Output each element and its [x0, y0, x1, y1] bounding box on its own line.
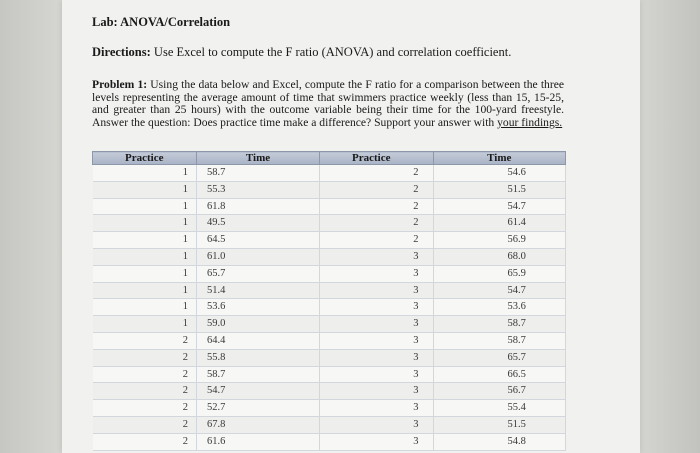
table-cell: 59.0: [197, 316, 320, 333]
table-cell: 1: [93, 215, 197, 232]
table-cell: 3: [320, 299, 434, 316]
table-cell: 3: [320, 349, 434, 366]
background-right: [640, 0, 700, 453]
table-row: [93, 165, 566, 182]
table-cell: 56.9: [433, 232, 565, 249]
table-cell: 64.5: [197, 232, 320, 249]
table-row: [93, 416, 566, 433]
table-cell: 2: [93, 433, 197, 450]
table-cell: 3: [320, 383, 434, 400]
table-cell: 1: [93, 248, 197, 265]
table-cell: 2: [93, 366, 197, 383]
table-row: [93, 366, 566, 383]
problem-tail: your findings.: [497, 115, 563, 129]
table-body: [93, 165, 566, 451]
directions-text: Use Excel to compute the F ratio (ANOVA) and correlation coefficient.: [150, 45, 512, 59]
table-cell: 1: [93, 165, 197, 182]
problem-text: Using the data below and Excel, compute the F ratio for a comparison between the three levels representing the average amount of time that swimmers practice weekly (less than 15, 15-25, and greater than 25 hours) with the outcome variable being their time for the 100-yard freestyle. Answer the question: Does practice time make a difference? Support your answer with: [92, 78, 564, 129]
table-cell: 1: [93, 316, 197, 333]
table-cell: 49.5: [197, 215, 320, 232]
table-cell: 61.6: [197, 433, 320, 450]
table-cell: 1: [93, 232, 197, 249]
table-cell: 53.6: [197, 299, 320, 316]
table-cell: 2: [320, 165, 434, 182]
table-row: [93, 433, 566, 450]
table-cell: 51.5: [433, 181, 565, 198]
table-cell: 2: [93, 416, 197, 433]
table-cell: 3: [320, 416, 434, 433]
table-cell: 55.8: [197, 349, 320, 366]
table-cell: 61.8: [197, 198, 320, 215]
header-time-2: Time: [433, 152, 565, 165]
problem-1: [92, 79, 564, 129]
data-table: [92, 151, 566, 451]
directions-label: Directions:: [92, 45, 151, 59]
table-cell: 3: [320, 316, 434, 333]
table-cell: 55.4: [433, 400, 565, 417]
table-cell: 61.0: [197, 248, 320, 265]
table-row: [93, 232, 566, 249]
header-practice-2: Practice: [320, 152, 434, 165]
problem-label: Problem 1:: [92, 78, 148, 91]
table-cell: 3: [320, 366, 434, 383]
table-cell: 54.7: [433, 282, 565, 299]
table-cell: 65.7: [197, 265, 320, 282]
table-header-row: [93, 152, 566, 165]
table-cell: 2: [320, 232, 434, 249]
table-cell: 2: [93, 383, 197, 400]
table-cell: 54.8: [433, 433, 565, 450]
table-cell: 58.7: [433, 332, 565, 349]
table-cell: 56.7: [433, 383, 565, 400]
table-cell: 66.5: [433, 366, 565, 383]
table-cell: 67.8: [197, 416, 320, 433]
table-cell: 64.4: [197, 332, 320, 349]
table-row: [93, 383, 566, 400]
table-cell: 54.7: [197, 383, 320, 400]
table-cell: 58.7: [197, 165, 320, 182]
table-cell: 58.7: [433, 316, 565, 333]
header-practice-1: Practice: [93, 152, 197, 165]
table-cell: 53.6: [433, 299, 565, 316]
table-cell: 2: [93, 332, 197, 349]
table-cell: 55.3: [197, 181, 320, 198]
table-cell: 2: [320, 181, 434, 198]
table-cell: 2: [320, 198, 434, 215]
table-row: [93, 265, 566, 282]
table-row: [93, 299, 566, 316]
header-time-1: Time: [197, 152, 320, 165]
table-cell: 3: [320, 248, 434, 265]
table-cell: 52.7: [197, 400, 320, 417]
table-row: [93, 349, 566, 366]
table-cell: 3: [320, 332, 434, 349]
table-cell: 2: [320, 215, 434, 232]
table-cell: 51.4: [197, 282, 320, 299]
table-cell: 1: [93, 198, 197, 215]
table-row: [93, 198, 566, 215]
table-cell: 3: [320, 433, 434, 450]
table-cell: 1: [93, 265, 197, 282]
table-row: [93, 282, 566, 299]
table-cell: 1: [93, 299, 197, 316]
background-left: [0, 0, 64, 453]
table-cell: 51.5: [433, 416, 565, 433]
document-title: Lab: ANOVA/Correlation: [92, 15, 231, 29]
directions: [92, 45, 511, 60]
table-cell: 1: [93, 282, 197, 299]
table-row: [93, 400, 566, 417]
table-row: [93, 316, 566, 333]
data-table-container: [92, 151, 566, 453]
table-cell: 3: [320, 400, 434, 417]
table-cell: 3: [320, 282, 434, 299]
table-cell: 65.9: [433, 265, 565, 282]
table-cell: 54.6: [433, 165, 565, 182]
table-cell: 2: [93, 400, 197, 417]
table-cell: 61.4: [433, 215, 565, 232]
table-cell: 2: [93, 349, 197, 366]
table-row: [93, 248, 566, 265]
table-row: [93, 332, 566, 349]
table-cell: 65.7: [433, 349, 565, 366]
table-cell: 58.7: [197, 366, 320, 383]
table-cell: 3: [320, 265, 434, 282]
table-cell: 1: [93, 181, 197, 198]
table-cell: 68.0: [433, 248, 565, 265]
table-row: [93, 215, 566, 232]
table-row: [93, 181, 566, 198]
table-cell: 54.7: [433, 198, 565, 215]
